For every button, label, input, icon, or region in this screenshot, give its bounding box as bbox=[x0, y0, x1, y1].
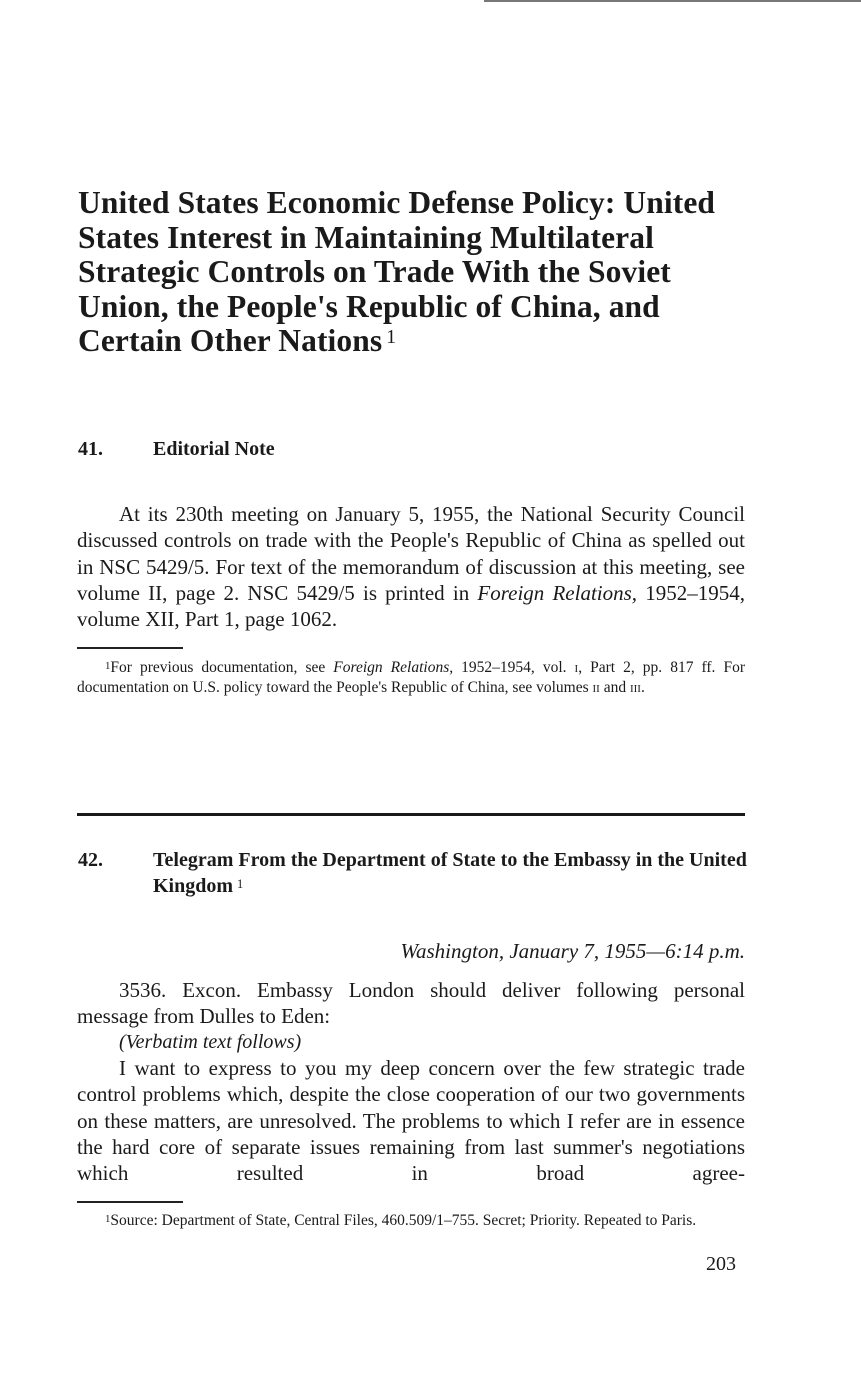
document-42-title bbox=[153, 847, 753, 899]
footnote-1-text-c: , Part 2, pp. 817 ff. For documentation on U.S. policy toward the People's Republic of China, see volumes bbox=[77, 659, 745, 696]
document-41-heading bbox=[78, 436, 758, 462]
footnote-1-text-a: For previous documentation, see bbox=[110, 659, 334, 676]
footnote-1-text-b: 1952–1954, vol. bbox=[453, 659, 575, 676]
footnote-1-vol-iii: iii bbox=[629, 678, 641, 696]
top-edge-rule bbox=[484, 0, 861, 2]
footnote-source bbox=[77, 1211, 745, 1231]
editorial-note-paragraph bbox=[77, 501, 745, 632]
telegram-dateline: Washington, January 7, 1955—6:14 p.m. bbox=[400, 939, 745, 963]
editorial-note-text-1: At its 230th meeting on January 5, 1955, the National Security Council discussed controls on trade with the People's Republic of China as spelled out in NSC 5429/5. For text of the memorandum of discussion at this meeting, see volume II, page 2. NSC 5429/5 is printed in bbox=[77, 502, 745, 605]
telegram-paragraph-1: 3536. Excon. Embassy London should deliver following personal message from Dulles to Eden: bbox=[77, 978, 745, 1029]
footnote-1-italic: Foreign Relations, bbox=[333, 659, 454, 676]
footnote-1-text-end: . bbox=[640, 678, 645, 696]
editorial-note-italic-ref: Foreign Relations, bbox=[477, 580, 638, 605]
footnote-1-text-and: and bbox=[599, 678, 630, 696]
document-42-title-text: Telegram From the Department of State to the Embassy in the United Kingdom bbox=[153, 849, 747, 897]
document-41-number: 41. bbox=[78, 438, 103, 460]
chapter-title bbox=[78, 186, 758, 359]
footnote-1-marker: 1 bbox=[105, 659, 111, 672]
document-42-heading bbox=[78, 847, 758, 901]
section-divider bbox=[77, 813, 745, 816]
chapter-title-footnote-marker: 1 bbox=[386, 327, 397, 349]
document-42-number: 42. bbox=[78, 849, 103, 871]
footnote-rule-2 bbox=[77, 1201, 183, 1203]
page-number: 203 bbox=[706, 1253, 736, 1275]
footnote-2-text: Source: Department of State, Central Files, 460.509/1–755. Secret; Priority. Repeated to Paris. bbox=[110, 1212, 697, 1229]
verbatim-note: (Verbatim text follows) bbox=[119, 1031, 302, 1053]
document-41-title: Editorial Note bbox=[153, 438, 275, 460]
footnote-1-vol-ii: ii bbox=[592, 678, 600, 696]
editorial-note-text-2: 1952–1954, volume XII, Part 1, page 1062. bbox=[77, 580, 746, 632]
footnote-2-marker: 1 bbox=[105, 1212, 111, 1225]
document-42-footnote-marker: 1 bbox=[237, 877, 244, 892]
footnote-rule-1 bbox=[77, 647, 183, 649]
footnote-1-vol-i: i bbox=[574, 659, 579, 676]
footnote-previous-documentation bbox=[77, 658, 745, 697]
telegram-paragraph-2: I want to express to you my deep concern over the few strategic trade control problems which, despite the close cooperation of our two governments on these matters, are unresolved. The problems to which I refer are in essence the hard core of separate issues remaining from last summer's negotiations which resulted in broad agree- bbox=[77, 1056, 745, 1186]
chapter-title-text: United States Economic Defense Policy: United States Interest in Maintaining Multilateral Strategic Controls on Trade With the Soviet Union, the People's Republic of China, and Certain Other Nations bbox=[78, 185, 716, 358]
